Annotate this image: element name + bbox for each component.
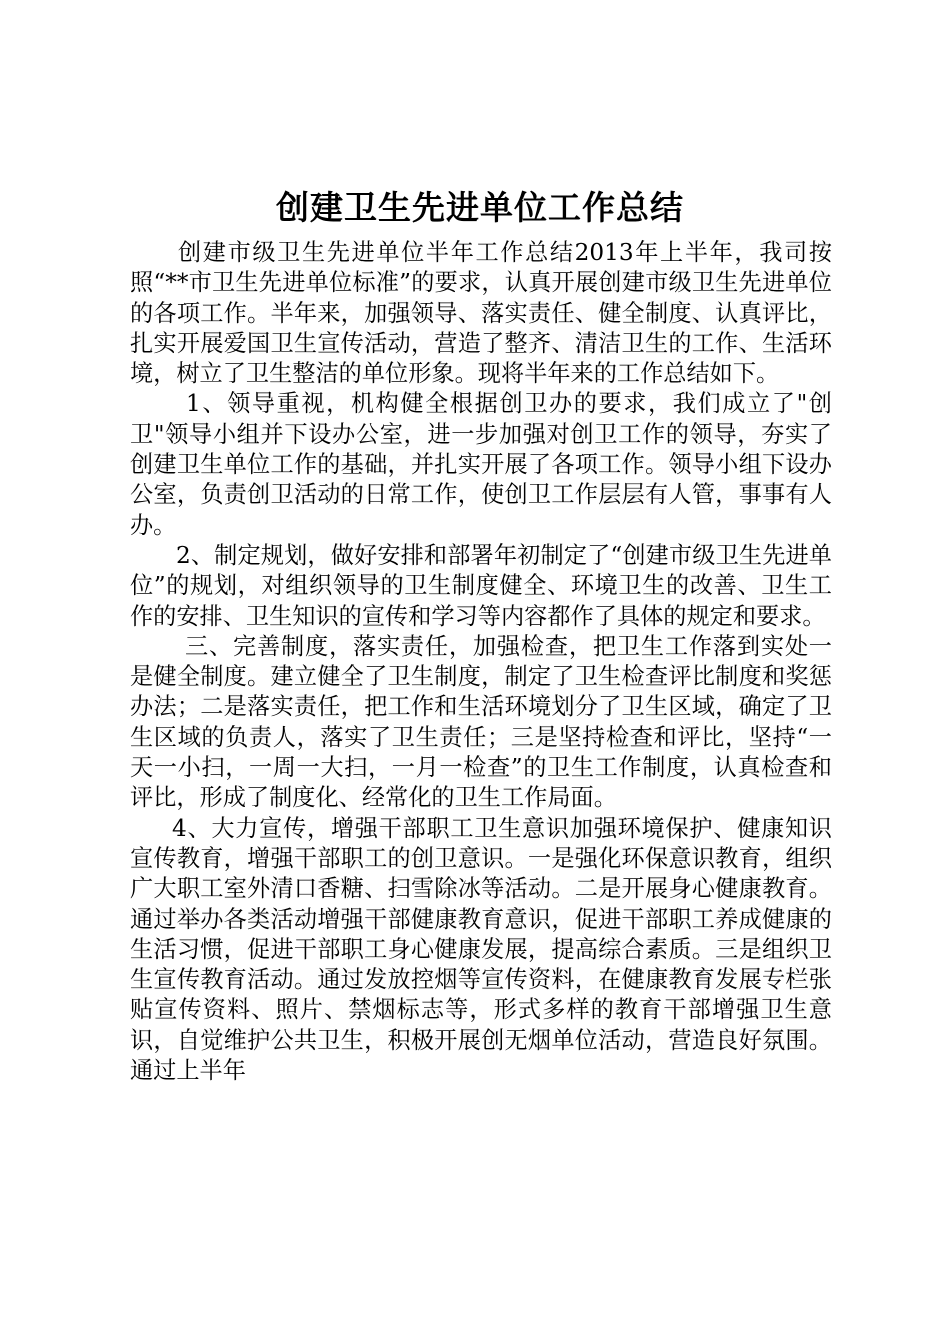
document-title: 创建卫生先进单位工作总结 bbox=[276, 188, 684, 227]
paragraph-publicity: 4、大力宣传，增强干部职工卫生意识加强环境保护、健康知识宣传教育，增强干部职工的创卫意识。一是强化环保意识教育，组织广大职工室外清口香糖、扫雪除冰等活动。二是开展身心健康教育。通过举办各类活动增强干部健康教育意识，促进干部职工养成健康的生活习惯，促进干部职工身心健康发展，提高综合素质。三是组织卫生宣传教育活动。通过发放控烟等宣传资料，在健康教育发展专栏张贴宣传资料、照片、禁烟标志等，形式多样的教育干部增强卫生意识，自觉维护公共卫生，积极开展创无烟单位活动，营造良好氛围。通过上半年 bbox=[130, 814, 832, 1085]
paragraph-system: 三、完善制度，落实责任，加强检查，把卫生工作落到实处一是健全制度。建立健全了卫生制度，制定了卫生检查评比制度和奖惩办法；二是落实责任，把工作和生活环境划分了卫生区域，确定了卫生区域的负责人，落实了卫生责任；三是坚持检查和评比，坚持“一天一小扫，一周一大扫，一月一检查”的卫生工作制度，认真检查和评比，形成了制度化、经常化的卫生工作局面。 bbox=[130, 632, 832, 812]
paragraph-intro: 创建市级卫生先进单位半年工作总结2013年上半年，我司按照“**市卫生先进单位标准”的要求，认真开展创建市级卫生先进单位的各项工作。半年来，加强领导、落实责任、健全制度、认真评比，扎实开展爱国卫生宣传活动，营造了整齐、清洁卫生的工作、生活环境，树立了卫生整洁的单位形象。现将半年来的工作总结如下。 bbox=[130, 239, 832, 388]
paragraph-leadership: 1、领导重视，机构健全根据创卫办的要求，我们成立了"创卫"领导小组并下设办公室，进一步加强对创卫工作的领导，夯实了创建卫生单位工作的基础，并扎实开展了各项工作。领导小组下设办公室，负责创卫活动的日常工作，使创卫工作层层有人管，事事有人办。 bbox=[130, 390, 832, 539]
document-body bbox=[130, 238, 832, 1086]
paragraph-planning: 2、制定规划，做好安排和部署年初制定了“创建市级卫生先进单位”的规划，对组织领导的卫生制度健全、环境卫生的改善、卫生工作的安排、卫生知识的宣传和学习等内容都作了具体的规定和要求。 bbox=[130, 541, 832, 630]
